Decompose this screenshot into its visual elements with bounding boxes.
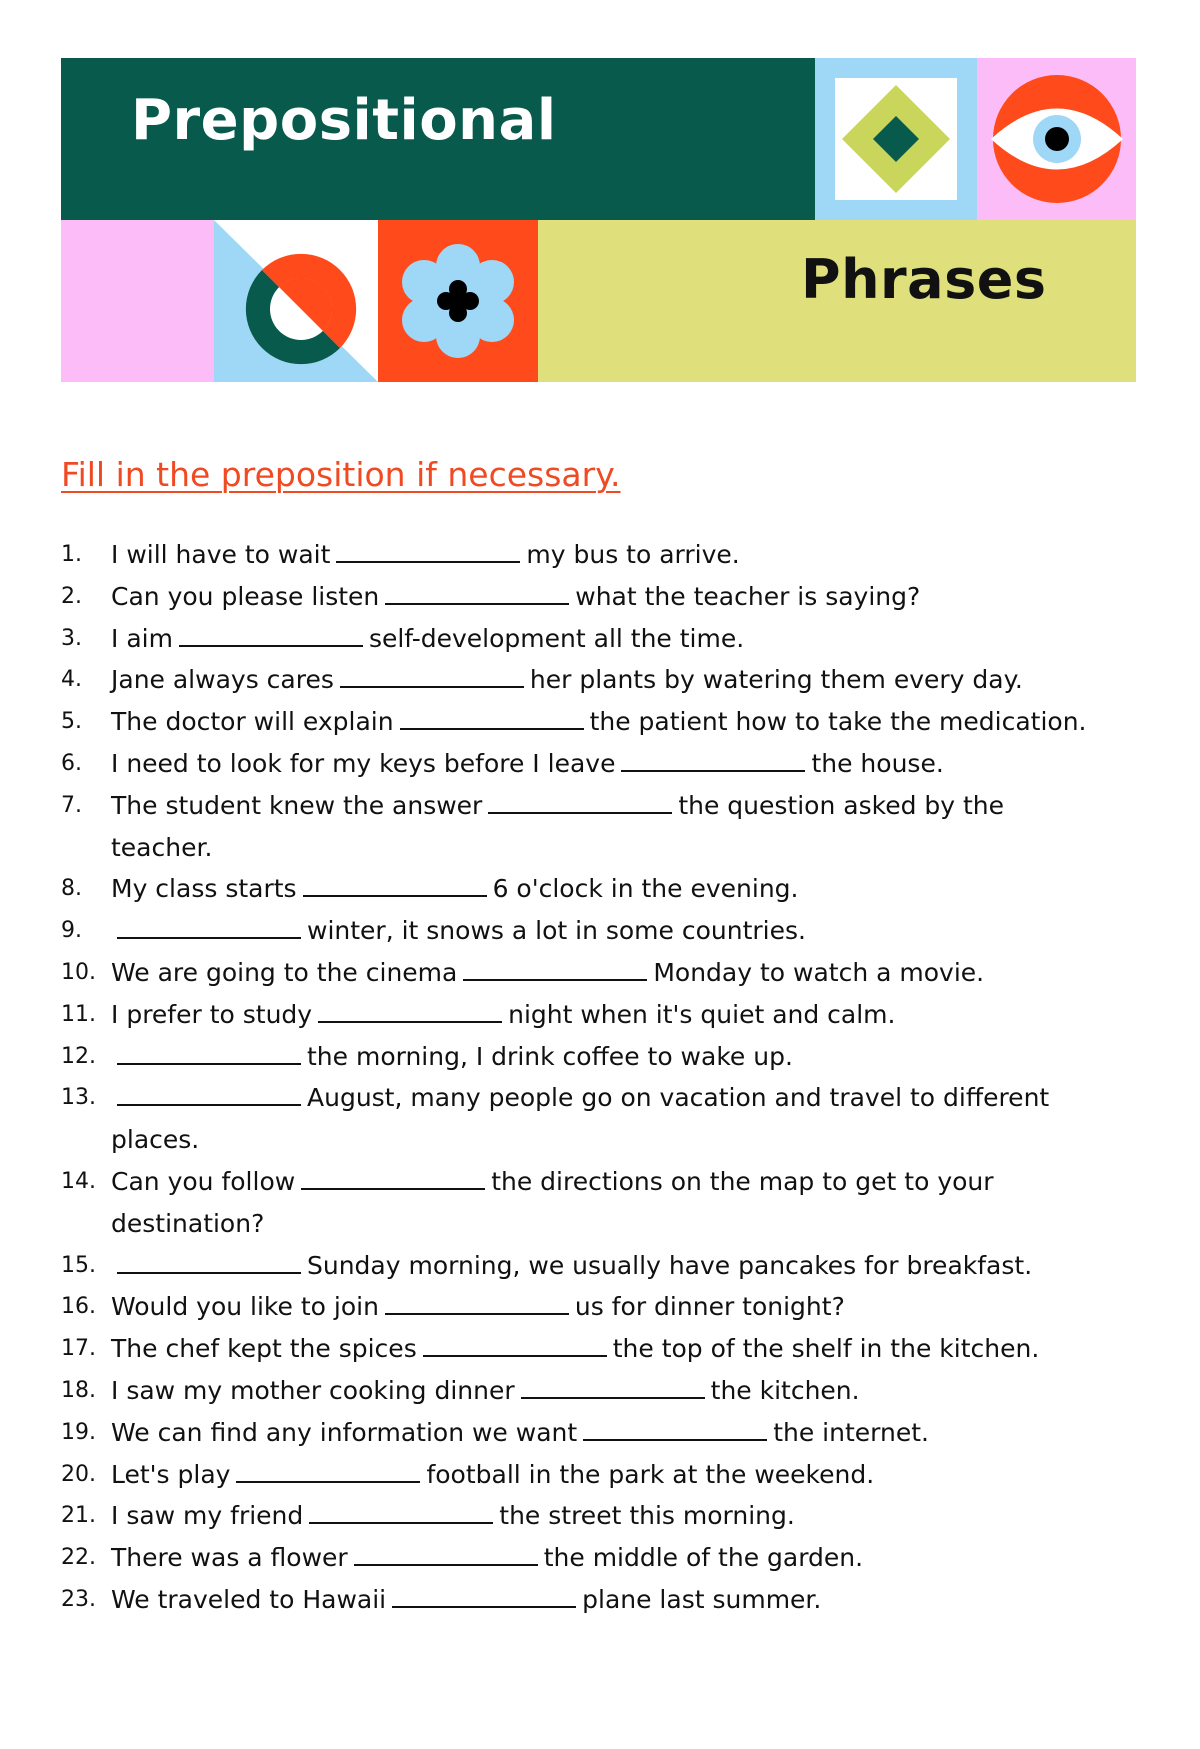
- answer-blank[interactable]: [236, 1459, 420, 1483]
- exercise-item: [61, 1579, 1101, 1621]
- answer-blank[interactable]: [303, 873, 487, 897]
- answer-blank[interactable]: [521, 1375, 705, 1399]
- item-number: 5.: [61, 709, 82, 735]
- sentence-end: Sunday morning, we usually have pancakes for breakfast.: [307, 1250, 1033, 1280]
- answer-blank[interactable]: [117, 1082, 301, 1106]
- item-number: 20.: [61, 1461, 96, 1487]
- eye-tile: [977, 58, 1136, 220]
- sentence-start: We are going to the cinema: [111, 957, 458, 987]
- sentence-end: the directions on the map to get to your destination?: [111, 1166, 994, 1238]
- item-number: 7.: [61, 792, 82, 818]
- item-number: 10.: [61, 959, 96, 985]
- sentence-end: the patient how to take the medication.: [589, 707, 1087, 737]
- answer-blank[interactable]: [354, 1542, 538, 1566]
- exercise-item: [61, 1370, 1101, 1412]
- sentence-end: the kitchen.: [710, 1375, 860, 1405]
- sentence-end: the top of the shelf in the kitchen.: [612, 1334, 1040, 1364]
- answer-blank[interactable]: [179, 623, 363, 647]
- item-number: 8.: [61, 876, 82, 902]
- sentence-start: Jane always cares: [111, 665, 334, 695]
- exercise-item: [61, 1328, 1101, 1370]
- answer-blank[interactable]: [392, 1584, 576, 1608]
- sentence-end: night when it's quiet and calm.: [508, 999, 896, 1029]
- exercise-item: [61, 1036, 1101, 1078]
- flower-tile: [378, 220, 538, 382]
- answer-blank[interactable]: [336, 539, 520, 563]
- sentence-end: the street this morning.: [499, 1501, 795, 1531]
- answer-blank[interactable]: [340, 664, 524, 688]
- exercise-item: [61, 534, 1101, 576]
- sentence-end: Monday to watch a movie.: [653, 957, 985, 987]
- sentence-start: I saw my mother cooking dinner: [111, 1375, 515, 1405]
- answer-blank[interactable]: [117, 915, 301, 939]
- sentence-end: winter, it snows a lot in some countries.: [307, 916, 806, 946]
- exercise-item: [61, 1077, 1101, 1161]
- header-banner: [61, 58, 1136, 382]
- sentence-end: my bus to arrive.: [526, 540, 740, 569]
- sentence-end: the house.: [811, 748, 944, 778]
- sentence-start: Can you follow: [111, 1166, 296, 1196]
- sentence-start: There was a flower: [111, 1543, 348, 1573]
- item-number: 2.: [61, 583, 82, 609]
- answer-blank[interactable]: [117, 1041, 301, 1065]
- sentence-end: August, many people go on vacation and travel to different places.: [111, 1083, 1050, 1155]
- answer-blank[interactable]: [583, 1417, 767, 1441]
- answer-blank[interactable]: [423, 1333, 607, 1357]
- exercise-item: [61, 1412, 1101, 1454]
- item-number: 15.: [61, 1252, 96, 1278]
- answer-blank[interactable]: [385, 581, 569, 605]
- item-number: 19.: [61, 1419, 96, 1445]
- answer-blank[interactable]: [385, 1291, 569, 1315]
- sentence-end: what the teacher is saying?: [575, 581, 921, 611]
- sentence-start: My class starts: [111, 874, 297, 904]
- item-number: 12.: [61, 1043, 96, 1069]
- sentence-end: football in the park at the weekend.: [426, 1459, 875, 1489]
- sentence-start: I aim: [111, 623, 173, 653]
- exercise-item: [61, 659, 1101, 701]
- ring-tile: [214, 220, 378, 382]
- sentence-start: Let's play: [111, 1459, 231, 1489]
- item-number: 11.: [61, 1001, 96, 1027]
- exercise-item: [61, 1495, 1101, 1537]
- exercise-item: [61, 1161, 1101, 1245]
- answer-blank[interactable]: [318, 999, 502, 1023]
- sentence-end: plane last summer.: [582, 1584, 822, 1614]
- answer-blank[interactable]: [488, 790, 672, 814]
- sentence-end: the morning, I drink coffee to wake up.: [307, 1041, 793, 1071]
- answer-blank[interactable]: [117, 1250, 301, 1274]
- item-number: 1.: [61, 542, 82, 567]
- answer-blank[interactable]: [621, 748, 805, 772]
- item-number: 9.: [61, 918, 82, 944]
- exercise-item: [61, 994, 1101, 1036]
- sentence-start: The student knew the answer: [111, 790, 483, 820]
- exercise-item: [61, 868, 1101, 910]
- answer-blank[interactable]: [301, 1166, 485, 1190]
- item-number: 13.: [61, 1085, 96, 1111]
- sentence-start: We can find any information we want: [111, 1417, 578, 1447]
- sentence-end: the internet.: [773, 1417, 929, 1447]
- item-number: 6.: [61, 750, 82, 776]
- exercise-item: [61, 1454, 1101, 1496]
- item-number: 23.: [61, 1586, 96, 1612]
- instruction-heading: Fill in the preposition if necessary.: [61, 455, 621, 494]
- item-number: 3.: [61, 625, 82, 651]
- sentence-start: I saw my friend: [111, 1501, 304, 1531]
- sentence-end: self-development all the time.: [368, 623, 745, 653]
- item-number: 18.: [61, 1377, 96, 1403]
- sentence-end: the middle of the garden.: [543, 1543, 864, 1573]
- sentence-end: her plants by watering them every day.: [529, 665, 1023, 695]
- sentence-end: the question asked by the teacher.: [111, 790, 1005, 862]
- exercise-item: [61, 1245, 1101, 1287]
- exercise-item: [61, 1286, 1101, 1328]
- title-prepositional: Prepositional: [131, 88, 557, 153]
- diamond-tile: [815, 58, 977, 220]
- exercise-item: [61, 743, 1101, 785]
- item-number: 16.: [61, 1294, 96, 1320]
- answer-blank[interactable]: [309, 1500, 493, 1524]
- item-number: 4.: [61, 667, 82, 693]
- item-number: 21.: [61, 1503, 96, 1529]
- item-number: 22.: [61, 1545, 96, 1571]
- exercise-item: [61, 785, 1101, 869]
- title-phrases: Phrases: [801, 248, 1047, 311]
- pink-tile: [61, 220, 214, 382]
- exercise-item: [61, 576, 1101, 618]
- sentence-start: I will have to wait: [111, 540, 331, 569]
- answer-blank[interactable]: [463, 957, 647, 981]
- exercise-item: [61, 1537, 1101, 1579]
- item-number: 17.: [61, 1336, 96, 1362]
- exercise-list: [61, 534, 1101, 1621]
- sentence-start: The doctor will explain: [111, 707, 394, 737]
- exercise-item: [61, 952, 1101, 994]
- sentence-start: Can you please listen: [111, 581, 380, 611]
- sentence-end: 6 o'clock in the evening.: [492, 874, 799, 904]
- sentence-end: us for dinner tonight?: [574, 1292, 845, 1322]
- sentence-start: The chef kept the spices: [111, 1334, 417, 1364]
- sentence-start: We traveled to Hawaii: [111, 1584, 387, 1614]
- sentence-start: I prefer to study: [111, 999, 313, 1029]
- sentence-start: Would you like to join: [111, 1292, 379, 1322]
- exercise-item: [61, 701, 1101, 743]
- exercise-item: [61, 910, 1101, 952]
- sentence-start: I need to look for my keys before I leave: [111, 748, 616, 778]
- exercise-item: [61, 618, 1101, 660]
- item-number: 14.: [61, 1168, 96, 1194]
- answer-blank[interactable]: [400, 706, 584, 730]
